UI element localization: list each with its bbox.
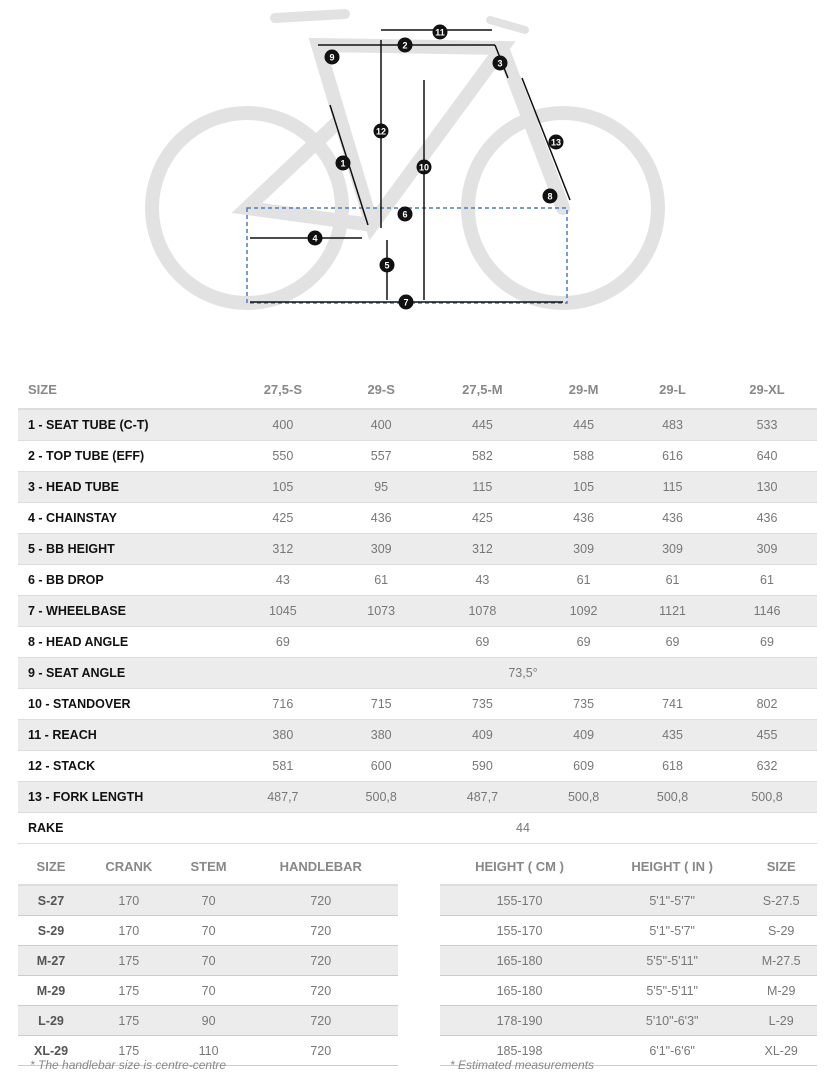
- cell: 178-190: [440, 1006, 599, 1036]
- column-header: 29-XL: [717, 370, 817, 409]
- bike-silhouette: [152, 14, 658, 303]
- cell: 5'1"-5'7": [599, 885, 745, 916]
- marker-9: [325, 50, 340, 65]
- cell: 735: [539, 689, 628, 720]
- cell: 130: [717, 472, 817, 503]
- cell: 409: [539, 720, 628, 751]
- cell: XL-29: [745, 1036, 817, 1066]
- cell: S-27: [18, 885, 84, 916]
- row-label: 9 - SEAT ANGLE: [18, 658, 229, 689]
- row-label: 1 - SEAT TUBE (C-T): [18, 409, 229, 441]
- marker-2: [398, 38, 413, 53]
- cell: 69: [539, 627, 628, 658]
- cell: 5'10"-6'3": [599, 1006, 745, 1036]
- components-table: [18, 848, 398, 1066]
- cell: 500,8: [628, 782, 717, 813]
- row-label: 3 - HEAD TUBE: [18, 472, 229, 503]
- cell: 581: [229, 751, 337, 782]
- cell: [337, 627, 426, 658]
- cell: 309: [628, 534, 717, 565]
- cell: 720: [244, 1006, 399, 1036]
- row-label: 4 - CHAINSTAY: [18, 503, 229, 534]
- table-row: [440, 976, 817, 1006]
- cell: 550: [229, 441, 337, 472]
- cell: 720: [244, 946, 399, 976]
- cell: 483: [628, 409, 717, 441]
- column-header: STEM: [174, 848, 244, 885]
- table-row: [18, 627, 817, 658]
- table-row: [440, 885, 817, 916]
- estimate-note: * Estimated measurements: [450, 1058, 595, 1072]
- column-header: 29-L: [628, 370, 717, 409]
- row-label: 12 - STACK: [18, 751, 229, 782]
- cell: 61: [539, 565, 628, 596]
- column-header: 27,5-S: [229, 370, 337, 409]
- svg-text:5: 5: [384, 260, 390, 271]
- cell: 609: [539, 751, 628, 782]
- cell: 61: [337, 565, 426, 596]
- cell: 43: [229, 565, 337, 596]
- rider-height-table: [440, 848, 817, 1066]
- cell: 61: [717, 565, 817, 596]
- marker-4: [308, 231, 323, 246]
- cell: 487,7: [426, 782, 539, 813]
- cell: 105: [229, 472, 337, 503]
- svg-text:2: 2: [402, 40, 408, 51]
- cell: 500,8: [337, 782, 426, 813]
- marker-10: [417, 160, 432, 175]
- cell: 715: [337, 689, 426, 720]
- svg-text:12: 12: [375, 126, 387, 137]
- cell: 425: [426, 503, 539, 534]
- cell: 69: [426, 627, 539, 658]
- cell: 400: [337, 409, 426, 441]
- cell: 1045: [229, 596, 337, 627]
- cell: 720: [244, 1036, 399, 1066]
- cell: 618: [628, 751, 717, 782]
- cell: 436: [628, 503, 717, 534]
- cell: 61: [628, 565, 717, 596]
- cell: 616: [628, 441, 717, 472]
- column-header: HANDLEBAR: [244, 848, 399, 885]
- cell: 175: [84, 1036, 174, 1066]
- geometry-table: [18, 370, 817, 844]
- marker-11: [433, 25, 448, 40]
- svg-text:9: 9: [329, 52, 335, 63]
- column-header: SIZE: [18, 848, 84, 885]
- table-row: [18, 946, 398, 976]
- cell: 445: [426, 409, 539, 441]
- cell: 165-180: [440, 946, 599, 976]
- cell: 720: [244, 885, 399, 916]
- cell: 533: [717, 409, 817, 441]
- cell: 400: [229, 409, 337, 441]
- cell: 1092: [539, 596, 628, 627]
- svg-text:3: 3: [497, 58, 503, 69]
- marker-8: [543, 189, 558, 204]
- row-label: 2 - TOP TUBE (EFF): [18, 441, 229, 472]
- cell: 115: [628, 472, 717, 503]
- cell: 44: [229, 813, 817, 844]
- row-label: 8 - HEAD ANGLE: [18, 627, 229, 658]
- cell: 309: [717, 534, 817, 565]
- cell: 436: [337, 503, 426, 534]
- row-label: 7 - WHEELBASE: [18, 596, 229, 627]
- table-row: [18, 751, 817, 782]
- cell: 802: [717, 689, 817, 720]
- cell: 69: [628, 627, 717, 658]
- cell: 436: [717, 503, 817, 534]
- cell: 170: [84, 885, 174, 916]
- row-label: 11 - REACH: [18, 720, 229, 751]
- cell: 720: [244, 916, 399, 946]
- marker-5: [380, 258, 395, 273]
- svg-text:10: 10: [418, 162, 430, 173]
- cell: 110: [174, 1036, 244, 1066]
- bike-geometry-diagram: [0, 0, 831, 330]
- table-row: [18, 503, 817, 534]
- svg-text:7: 7: [403, 297, 409, 308]
- column-header: CRANK: [84, 848, 174, 885]
- cell: 1078: [426, 596, 539, 627]
- cell: 185-198: [440, 1036, 599, 1066]
- table-row: [18, 689, 817, 720]
- cell: 170: [84, 916, 174, 946]
- svg-text:8: 8: [547, 191, 553, 202]
- cell: 500,8: [717, 782, 817, 813]
- cell: 557: [337, 441, 426, 472]
- marker-1: [336, 156, 351, 171]
- cell: 155-170: [440, 885, 599, 916]
- row-label: 6 - BB DROP: [18, 565, 229, 596]
- cell: 312: [426, 534, 539, 565]
- row-label: 13 - FORK LENGTH: [18, 782, 229, 813]
- cell: 716: [229, 689, 337, 720]
- cell: 175: [84, 1006, 174, 1036]
- table-row: [18, 885, 398, 916]
- cell: 588: [539, 441, 628, 472]
- svg-text:6: 6: [402, 209, 408, 220]
- cell: 735: [426, 689, 539, 720]
- cell: L-29: [745, 1006, 817, 1036]
- cell: 445: [539, 409, 628, 441]
- svg-text:1: 1: [340, 158, 346, 169]
- cell: 175: [84, 946, 174, 976]
- cell: 590: [426, 751, 539, 782]
- cell: 582: [426, 441, 539, 472]
- cell: 487,7: [229, 782, 337, 813]
- table-row: [440, 916, 817, 946]
- table-row: [18, 658, 817, 689]
- cell: 425: [229, 503, 337, 534]
- cell: S-29: [745, 916, 817, 946]
- svg-text:4: 4: [312, 233, 318, 244]
- cell: XL-29: [18, 1036, 84, 1066]
- row-label: 5 - BB HEIGHT: [18, 534, 229, 565]
- table-row: [440, 1006, 817, 1036]
- column-header: HEIGHT ( IN ): [599, 848, 745, 885]
- cell: 309: [539, 534, 628, 565]
- cell: 70: [174, 885, 244, 916]
- cell: 409: [426, 720, 539, 751]
- column-header: 29-S: [337, 370, 426, 409]
- cell: 436: [539, 503, 628, 534]
- cell: 70: [174, 946, 244, 976]
- cell: 175: [84, 976, 174, 1006]
- column-header: 27,5-M: [426, 370, 539, 409]
- cell: M-27: [18, 946, 84, 976]
- cell: 312: [229, 534, 337, 565]
- marker-13: [549, 135, 564, 150]
- cell: 632: [717, 751, 817, 782]
- table-row: [440, 946, 817, 976]
- table-row: [18, 441, 817, 472]
- cell: 741: [628, 689, 717, 720]
- table-row: [18, 565, 817, 596]
- table-row: [18, 916, 398, 946]
- cell: 155-170: [440, 916, 599, 946]
- marker-7: [399, 295, 414, 310]
- cell: 5'5"-5'11": [599, 976, 745, 1006]
- cell: 6'1"-6'6": [599, 1036, 745, 1066]
- cell: 1146: [717, 596, 817, 627]
- cell: 380: [337, 720, 426, 751]
- column-header: SIZE: [18, 370, 229, 409]
- cell: 73,5°: [229, 658, 817, 689]
- svg-text:13: 13: [550, 137, 562, 148]
- column-header: 29-M: [539, 370, 628, 409]
- cell: 69: [229, 627, 337, 658]
- cell: M-29: [18, 976, 84, 1006]
- svg-text:11: 11: [435, 27, 445, 38]
- row-label: 10 - STANDOVER: [18, 689, 229, 720]
- cell: 115: [426, 472, 539, 503]
- cell: 455: [717, 720, 817, 751]
- cell: 95: [337, 472, 426, 503]
- cell: 640: [717, 441, 817, 472]
- cell: 435: [628, 720, 717, 751]
- cell: 5'5"-5'11": [599, 946, 745, 976]
- cell: 70: [174, 976, 244, 1006]
- column-header: SIZE: [745, 848, 817, 885]
- table-row: [18, 472, 817, 503]
- column-header: HEIGHT ( CM ): [440, 848, 599, 885]
- cell: 1121: [628, 596, 717, 627]
- table-row: [18, 720, 817, 751]
- table-row: [18, 1006, 398, 1036]
- cell: 500,8: [539, 782, 628, 813]
- cell: 43: [426, 565, 539, 596]
- cell: 309: [337, 534, 426, 565]
- cell: S-27.5: [745, 885, 817, 916]
- table-row: [18, 976, 398, 1006]
- table-row: [18, 782, 817, 813]
- cell: L-29: [18, 1006, 84, 1036]
- marker-3: [493, 56, 508, 71]
- cell: M-29: [745, 976, 817, 1006]
- table-row: [18, 596, 817, 627]
- cell: 90: [174, 1006, 244, 1036]
- cell: S-29: [18, 916, 84, 946]
- marker-6: [398, 207, 413, 222]
- cell: 69: [717, 627, 817, 658]
- cell: 165-180: [440, 976, 599, 1006]
- cell: 5'1"-5'7": [599, 916, 745, 946]
- cell: 600: [337, 751, 426, 782]
- cell: 1073: [337, 596, 426, 627]
- cell: 380: [229, 720, 337, 751]
- table-row: [18, 813, 817, 844]
- row-label: RAKE: [18, 813, 229, 844]
- cell: 70: [174, 916, 244, 946]
- handlebar-note: * The handlebar size is centre-centre: [30, 1058, 227, 1072]
- table-row: [18, 534, 817, 565]
- marker-12: [374, 124, 389, 139]
- cell: 105: [539, 472, 628, 503]
- cell: M-27.5: [745, 946, 817, 976]
- cell: 720: [244, 976, 399, 1006]
- table-row: [18, 409, 817, 441]
